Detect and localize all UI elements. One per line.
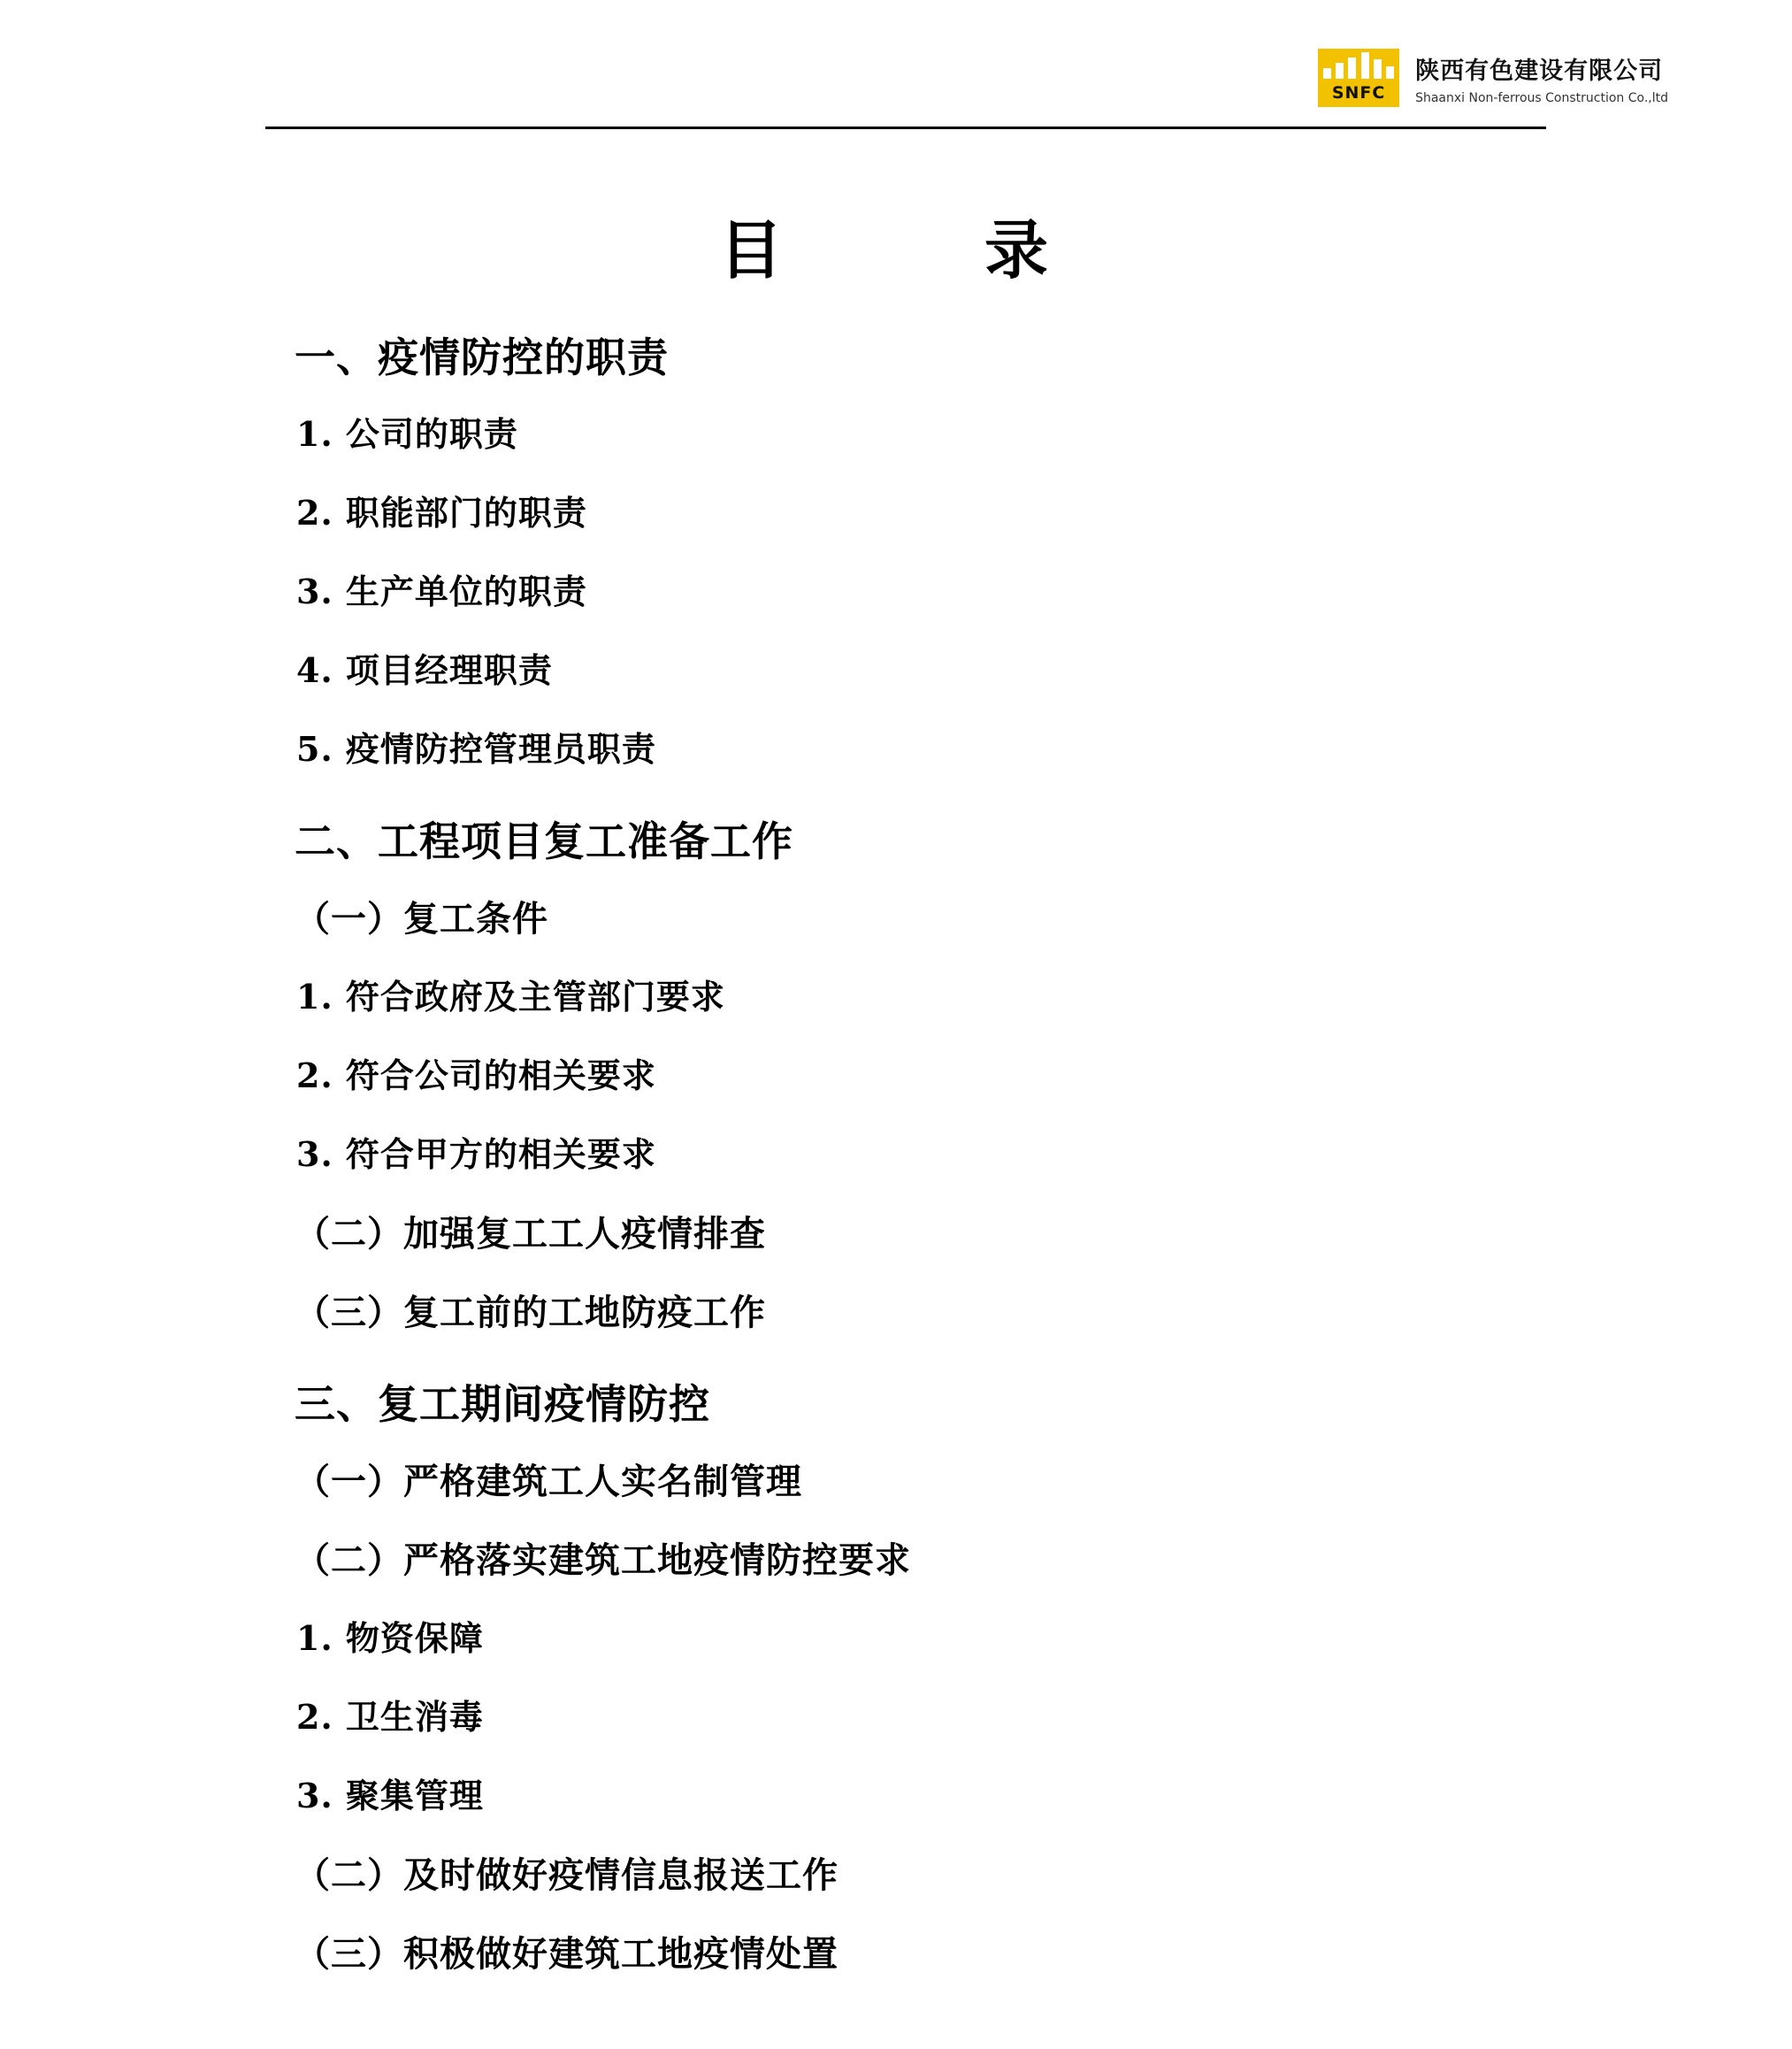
toc-item-numbered[interactable]: 2. 符合公司的相关要求 (296, 1055, 656, 1095)
toc-item-numbered[interactable]: 2. 职能部门的职责 (296, 493, 587, 533)
table-of-contents (295, 317, 1577, 2005)
company-name-cn: 陕西有色建设有限公司 (1415, 57, 1664, 85)
company-name-en: Shaanxi Non-ferrous Construction Co.,ltd (1415, 90, 1668, 105)
toc-item-section[interactable]: 一、疫情防控的职责 (295, 334, 669, 381)
page-header (265, 49, 1686, 146)
toc-item-subsection[interactable]: （三）复工前的工地防疫工作 (295, 1292, 766, 1333)
logo-bars-icon (1323, 52, 1394, 79)
toc-item-numbered[interactable]: 3. 生产单位的职责 (296, 572, 587, 611)
logo-text-block (1415, 51, 1668, 105)
toc-item-subsection[interactable]: （二）及时做好疫情信息报送工作 (295, 1854, 839, 1896)
toc-item-subsection[interactable]: （一）严格建筑工人实名制管理 (295, 1461, 802, 1502)
toc-item-numbered[interactable]: 3. 聚集管理 (296, 1776, 484, 1815)
header-divider (265, 127, 1546, 129)
toc-item-subsection[interactable]: （三）积极做好建筑工地疫情处置 (295, 1933, 839, 1975)
toc-item-numbered[interactable]: 3. 符合甲方的相关要求 (296, 1134, 656, 1174)
toc-item-subsection[interactable]: （一）复工条件 (295, 898, 548, 940)
company-logo (1318, 49, 1668, 107)
toc-item-numbered[interactable]: 5. 疫情防控管理员职责 (296, 729, 656, 769)
toc-item-numbered[interactable]: 1. 符合政府及主管部门要求 (296, 977, 725, 1017)
toc-item-section[interactable]: 二、工程项目复工准备工作 (295, 817, 793, 865)
toc-item-numbered[interactable]: 1. 物资保障 (296, 1618, 484, 1658)
logo-wordmark: SNFC (1331, 83, 1386, 103)
toc-item-numbered[interactable]: 2. 卫生消毒 (296, 1697, 484, 1737)
toc-item-subsection[interactable]: （二）加强复工工人疫情排查 (295, 1213, 766, 1255)
page-title: 目 录 (718, 212, 1073, 288)
toc-item-numbered[interactable]: 1. 公司的职责 (296, 414, 518, 454)
toc-item-subsection[interactable]: （二）严格落实建筑工地疫情防控要求 (295, 1539, 911, 1581)
toc-item-section[interactable]: 三、复工期间疫情防控 (295, 1380, 710, 1428)
snfc-logo-icon (1318, 49, 1399, 107)
toc-item-numbered[interactable]: 4. 项目经理职责 (296, 650, 553, 690)
